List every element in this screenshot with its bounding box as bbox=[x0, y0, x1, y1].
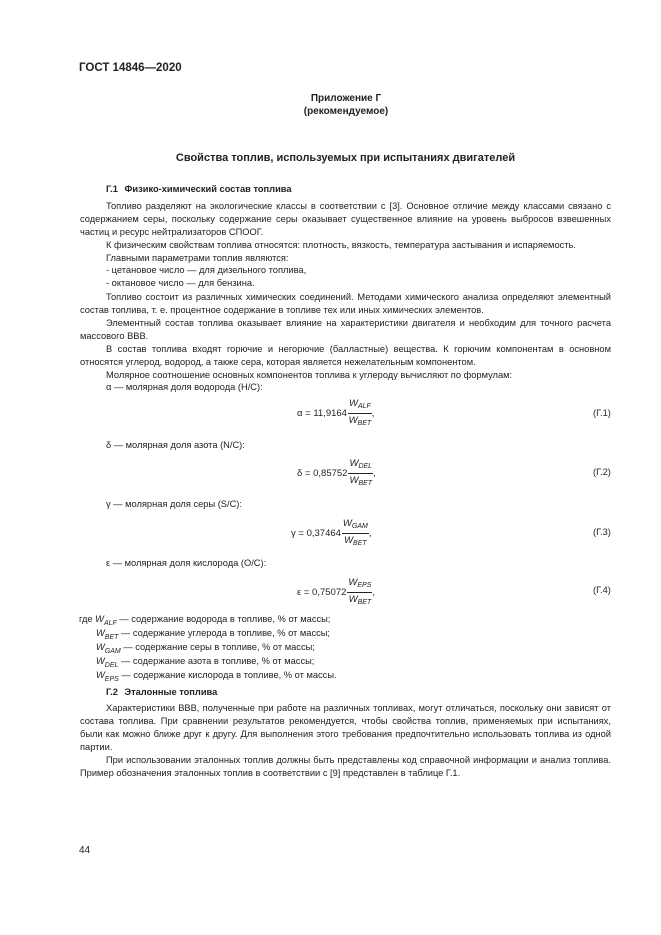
page-number: 44 bbox=[79, 845, 91, 856]
formula: α = 11,9164 $\frac{W_{ALF}}{W_{BET}}$ , bbox=[297, 398, 375, 427]
paragraph: К физическим свойствам топлива относятся: плотность, вязкость, температура застывания и испаряемость. bbox=[106, 240, 576, 250]
where-item: $W_{GAM}$ — содержание серы в топливе, % от массы; bbox=[96, 642, 315, 655]
formula-lhs: δ = 0,85752 bbox=[297, 468, 348, 479]
list-item: - октановое число — для бензина. bbox=[106, 278, 255, 288]
paragraph: Элементный состав топлива оказывает влияние на характеристики двигателя и необходим для точного расчета массового ВВВ. bbox=[80, 318, 611, 342]
section-1-heading bbox=[106, 184, 292, 194]
where-item: $W_{BET}$ — содержание углерода в топливе, % от массы; bbox=[96, 628, 331, 641]
appendix-heading bbox=[230, 92, 462, 118]
where-item: $W_{EPS}$ — содержание кислорода в топливе, % от массы. bbox=[96, 670, 337, 683]
formula: δ = 0,85752 $\frac{W_{DEL}}{W_{BET}}$ , bbox=[297, 458, 376, 487]
formula-lhs: ε = 0,75072 bbox=[297, 587, 347, 598]
formula-description: α — молярная доля водорода (H/C): bbox=[106, 382, 263, 392]
formula-fraction: $\frac{W_{ALF}}{W_{BET}}$ bbox=[348, 398, 372, 427]
section-1-title: Физико-химический состав топлива bbox=[124, 184, 292, 194]
paragraph: Топливо состоит из различных химических соединений. Методами химического анализа определяют элементный состав топлива, т. е. процентное содержание в топливе тех или иных химических элементов. bbox=[80, 292, 611, 316]
formula-fraction: $\frac{W_{DEL}}{W_{BET}}$ bbox=[349, 458, 373, 487]
formula-description: γ — молярная доля серы (S/C): bbox=[106, 499, 242, 509]
equation-number: (Г.4) bbox=[593, 585, 611, 595]
equation-number: (Г.3) bbox=[593, 527, 611, 537]
paragraph: В состав топлива входят горючие и негорючие (балластные) вещества. К горючим компонентам в основном относятся углерод, водород, а также сера, которая является нежелательным компонентом. bbox=[80, 344, 611, 368]
where-item: $W_{DEL}$ — содержание азота в топливе, % от массы; bbox=[96, 656, 315, 669]
paragraph: Характеристики ВВВ, полученные при работе на различных топливах, могут отличаться, поскольку они зависят от состава топлива. При сравнении результатов рекомендуется, чтобы свойства топлив, применяемых при испытаниях, были как можно ближе друг к другу. Для выполнения этого требования предпочтительно использовать топлива из одной партии. bbox=[80, 703, 611, 753]
paragraph: Главными параметрами топлив являются: bbox=[106, 253, 289, 263]
appendix-title: Приложение Г bbox=[310, 93, 382, 104]
where-item: где $W_{ALF}$ — содержание водорода в топливе, % от массы; bbox=[79, 614, 331, 627]
formula: γ = 0,37464 $\frac{W_{GAM}}{W_{BET}}$ , bbox=[291, 518, 372, 547]
formula-lhs: γ = 0,37464 bbox=[291, 528, 341, 539]
document-code: ГОСТ 14846—2020 bbox=[79, 62, 182, 74]
section-1-number: Г.1 bbox=[106, 184, 118, 194]
equation-number: (Г.1) bbox=[593, 408, 611, 418]
formula-lhs: α = 11,9164 bbox=[297, 408, 347, 419]
paragraph: Топливо разделяют на экологические классы в соответствии с [3]. Основное отличие между классами связано с содержанием серы, поскольку содержание серы оказывает существенное влияние на уровень выбросов взвешенных частиц и ресурс нейтрализаторов СПООГ. bbox=[80, 201, 611, 238]
section-2-title: Эталонные топлива bbox=[124, 687, 218, 697]
formula-fraction: $\frac{W_{GAM}}{W_{BET}}$ bbox=[342, 518, 368, 547]
section-2-number: Г.2 bbox=[106, 687, 118, 697]
formula: ε = 0,75072 $\frac{W_{EPS}}{W_{BET}}$ , bbox=[297, 577, 376, 606]
formula-description: δ — молярная доля азота (N/C): bbox=[106, 440, 245, 450]
paragraph: Молярное соотношение основных компонентов топлива к углероду вычисляют по формулам: bbox=[106, 370, 513, 380]
section-2-heading bbox=[106, 687, 217, 697]
formula-description: ε — молярная доля кислорода (O/C): bbox=[106, 558, 267, 568]
appendix-note: (рекомендуемое) bbox=[303, 106, 389, 117]
main-title: Свойства топлив, используемых при испытаниях двигателей bbox=[175, 152, 516, 164]
paragraph: При использовании эталонных топлив должны быть представлены код справочной информации и анализ топлива. Пример обозначения эталонных топлив в соответствии с [9] представлен в таблице Г.1. bbox=[80, 755, 611, 779]
list-item: - цетановое число — для дизельного топлива, bbox=[106, 265, 307, 275]
equation-number: (Г.2) bbox=[593, 467, 611, 477]
formula-fraction: $\frac{W_{EPS}}{W_{BET}}$ bbox=[348, 577, 372, 606]
